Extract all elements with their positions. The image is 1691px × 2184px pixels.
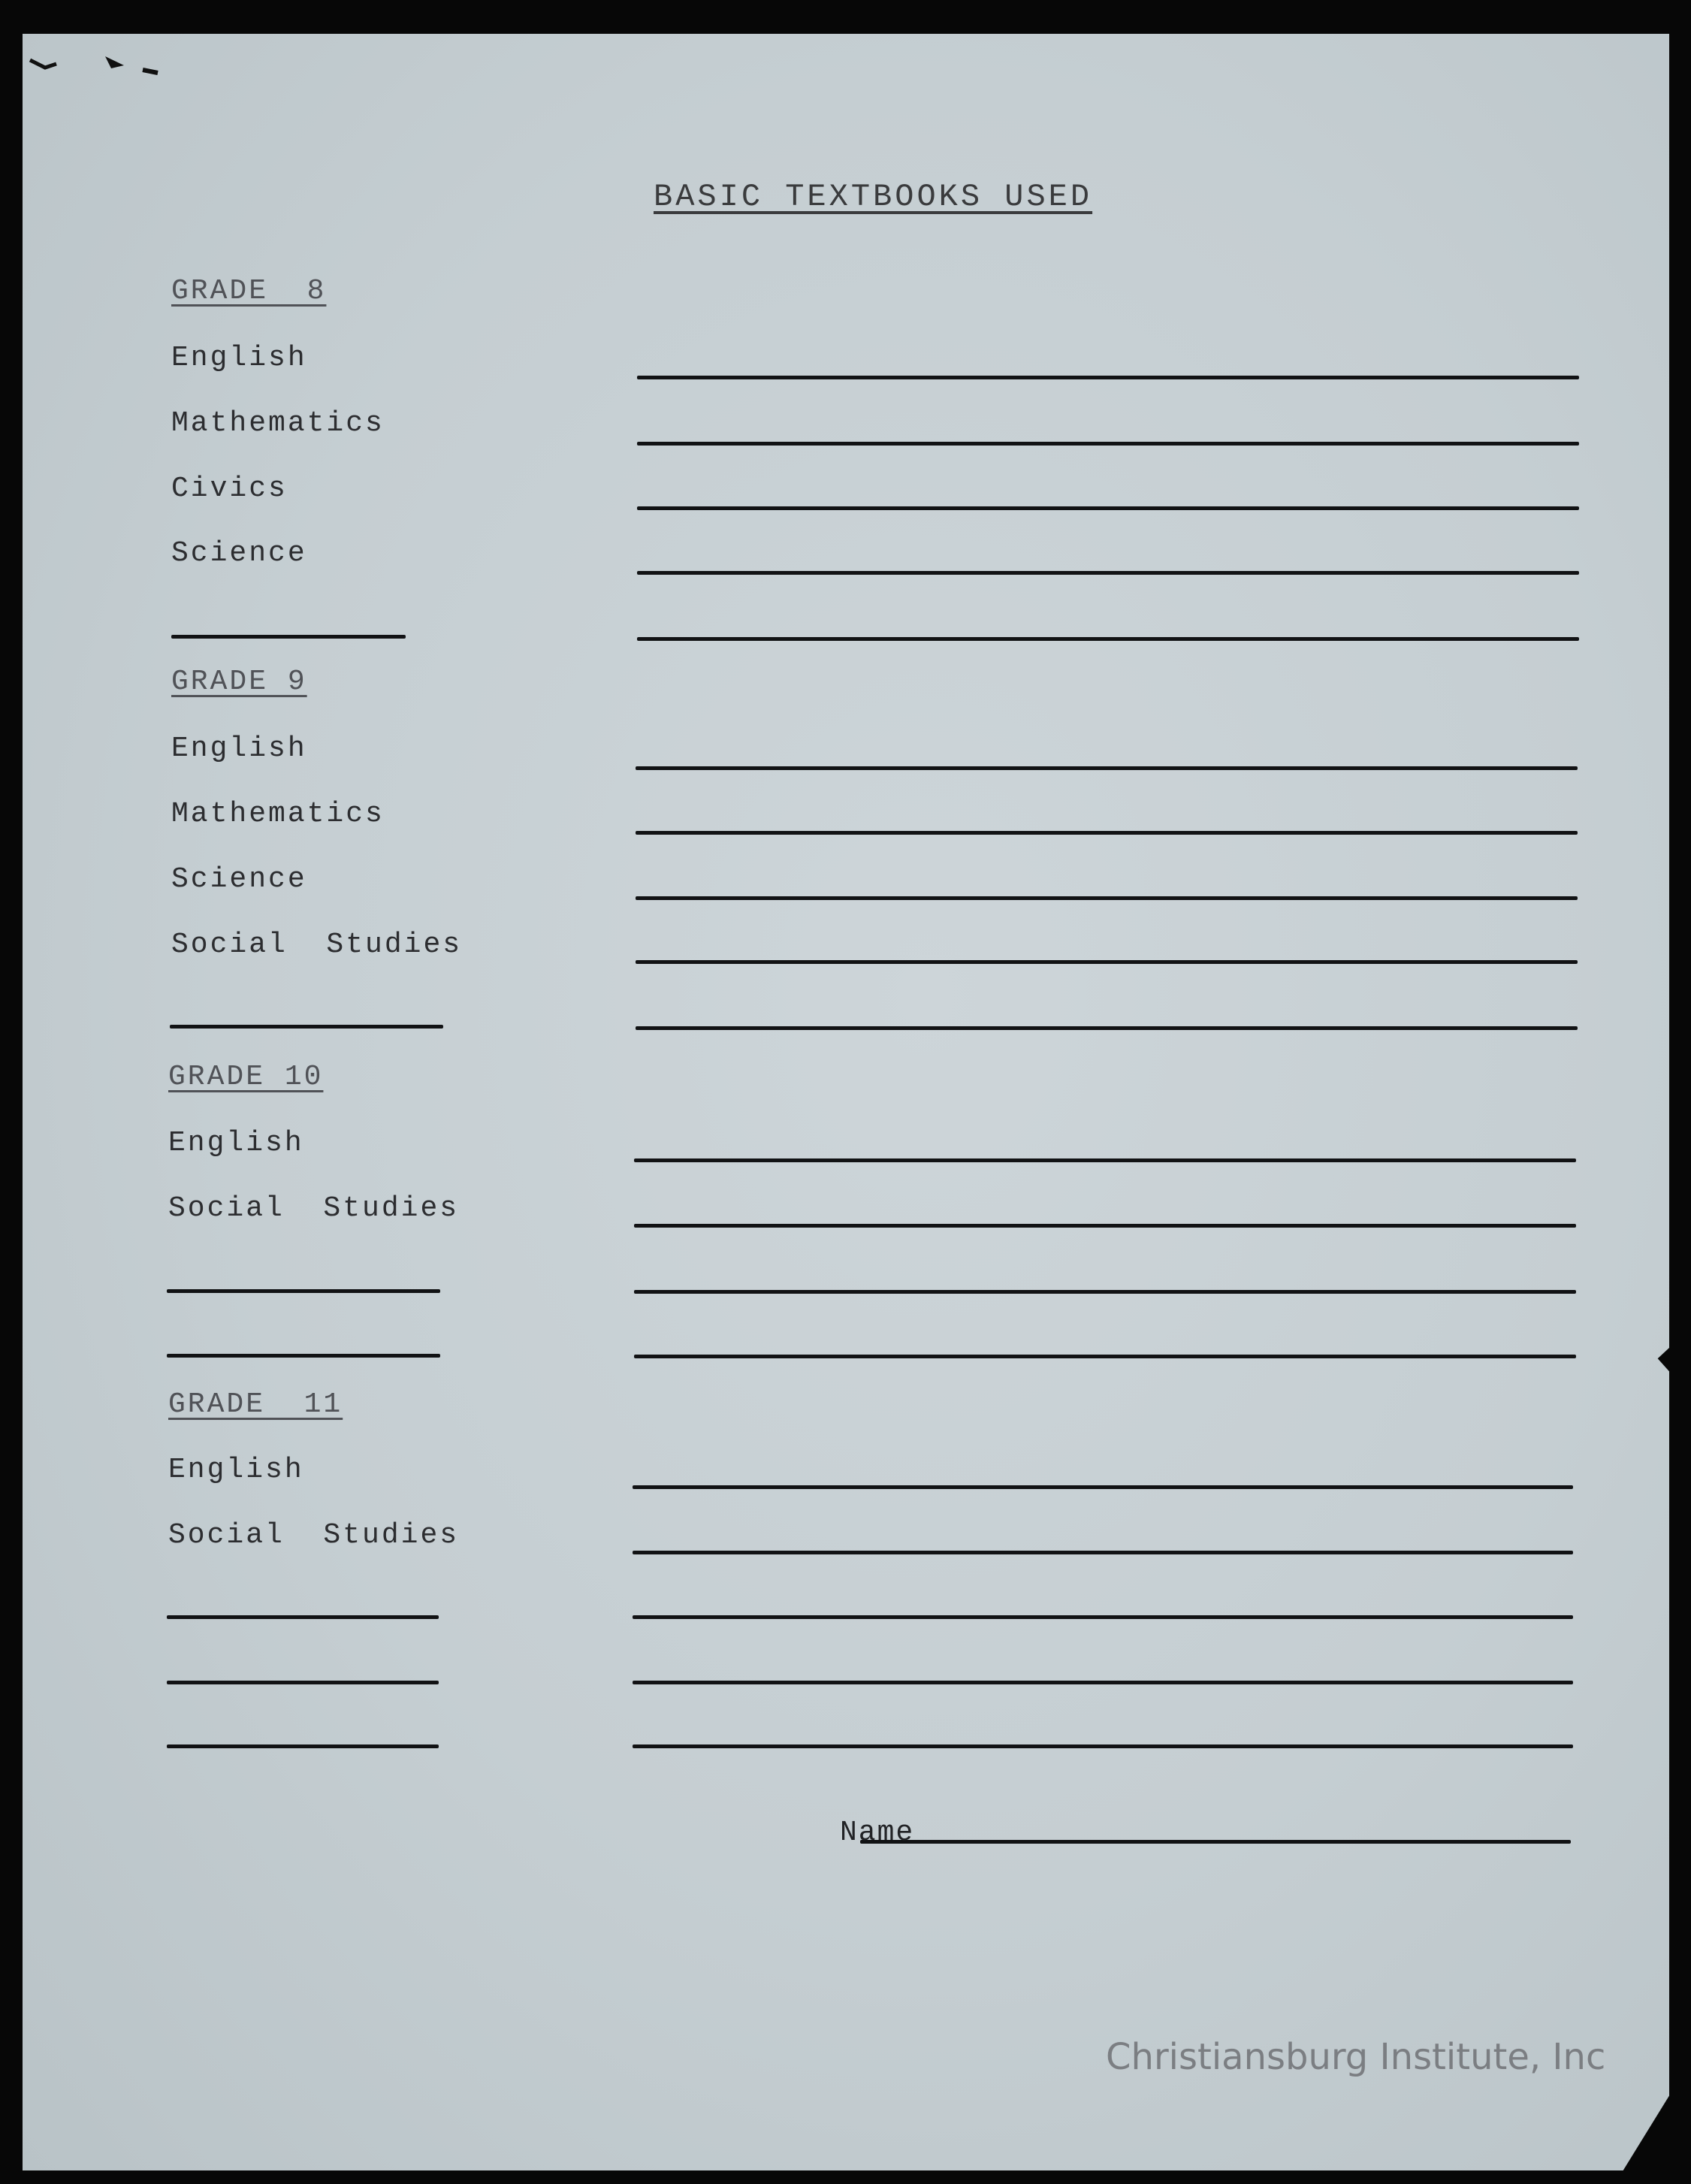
textbook-blank-line	[637, 571, 1579, 575]
textbook-blank-line	[636, 1026, 1578, 1030]
grade-9-heading: GRADE 9	[171, 666, 307, 698]
subject-blank-line	[167, 1289, 440, 1293]
archive-watermark: Christiansburg Institute, Inc	[1106, 2036, 1606, 2078]
textbook-blank-line	[633, 1551, 1573, 1554]
subject-label: Civics	[171, 473, 288, 505]
subject-label: English	[171, 733, 307, 765]
textbook-blank-line	[633, 1485, 1573, 1489]
subject-label: Science	[171, 863, 307, 896]
subject-blank-line	[167, 1744, 439, 1748]
subject-label: Social Studies	[168, 1519, 460, 1551]
torn-corner-mark	[23, 34, 165, 86]
grade-10-heading: GRADE 10	[168, 1061, 324, 1093]
textbook-blank-line	[637, 506, 1579, 510]
subject-blank-line	[171, 635, 406, 639]
subject-blank-line	[167, 1615, 439, 1619]
textbook-blank-line	[636, 831, 1578, 835]
subject-label: English	[168, 1127, 304, 1159]
subject-blank-line	[167, 1681, 439, 1684]
name-signature-line	[860, 1840, 1571, 1844]
subject-label: Science	[171, 537, 307, 569]
subject-label: Social Studies	[168, 1192, 460, 1225]
subject-label: English	[171, 342, 307, 374]
grade-8-heading: GRADE 8	[171, 275, 327, 307]
textbook-blank-line	[633, 1615, 1573, 1619]
textbook-blank-line	[637, 442, 1579, 446]
textbook-blank-line	[637, 637, 1579, 641]
textbook-blank-line	[634, 1224, 1576, 1228]
subject-label: Social Studies	[171, 929, 463, 961]
subject-blank-line	[170, 1025, 443, 1029]
textbook-blank-line	[636, 896, 1578, 900]
textbook-blank-line	[637, 376, 1579, 379]
subject-blank-line	[167, 1354, 440, 1358]
textbook-blank-line	[634, 1355, 1576, 1358]
subject-label: English	[168, 1454, 304, 1486]
page-title: BASIC TEXTBOOKS USED	[654, 179, 1093, 215]
textbook-blank-line	[634, 1290, 1576, 1294]
textbook-blank-line	[636, 960, 1578, 964]
grade-11-heading: GRADE 11	[168, 1388, 343, 1421]
subject-label: Mathematics	[171, 798, 385, 830]
subject-label: Mathematics	[171, 407, 385, 440]
name-label: Name	[840, 1817, 915, 1849]
textbook-blank-line	[633, 1681, 1573, 1684]
textbook-blank-line	[634, 1158, 1576, 1162]
textbook-blank-line	[636, 766, 1578, 770]
textbook-blank-line	[633, 1744, 1573, 1748]
